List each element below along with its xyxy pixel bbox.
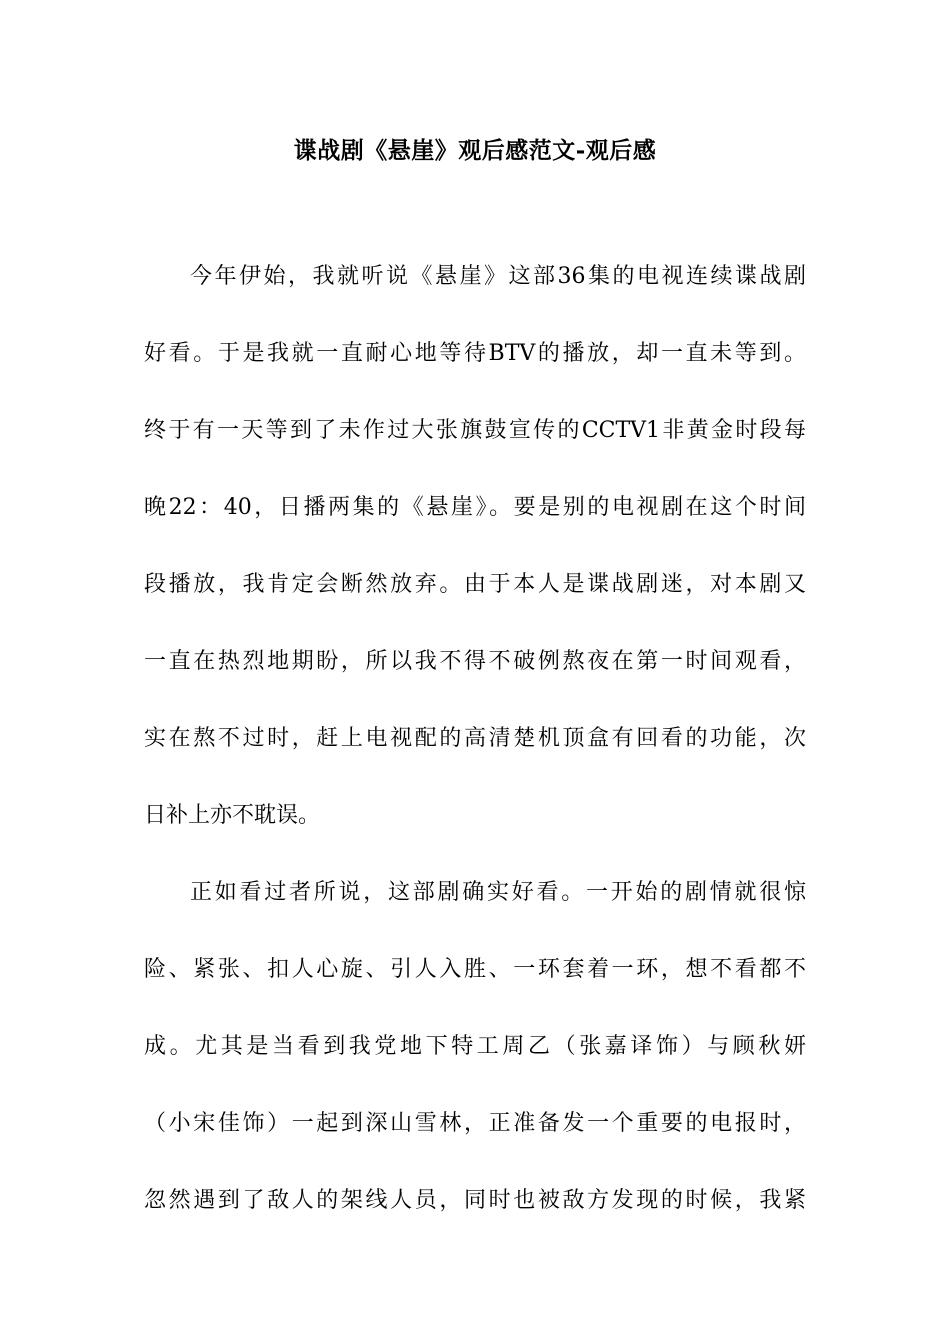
paragraph-1-line-4: 晚22：40，日播两集的《悬崖》。要是别的电视剧在这个时间 — [144, 495, 806, 520]
paragraph-2-line-5: 忽然遇到了敌人的架线人员，同时也被敌方发现的时候，我紧 — [144, 1188, 806, 1213]
document-title: 谍战剧《悬崖》观后感范文-观后感 — [293, 137, 657, 164]
paragraph-2-line-4: （小宋佳饰）一起到深山雪林，正准备发一个重要的电报时， — [144, 1111, 806, 1136]
paragraph-1-line-6: 一直在热烈地期盼，所以我不得不破例熬夜在第一时间观看， — [144, 649, 806, 674]
paragraph-1-line-5: 段播放，我肯定会断然放弃。由于本人是谍战剧迷，对本剧又 — [144, 572, 806, 597]
paragraph-1-line-3: 终于有一天等到了未作过大张旗鼓宣传的CCTV1非黄金时段每 — [144, 418, 806, 443]
paragraph-1-line-2: 好看。于是我就一直耐心地等待BTV的播放，却一直未等到。 — [144, 341, 806, 366]
paragraph-2-line-1: 正如看过者所说，这部剧确实好看。一开始的剧情就很惊 — [190, 880, 806, 905]
paragraph-2-line-2: 险、紧张、扣人心旋、引人入胜、一环套着一环，想不看都不 — [144, 957, 806, 982]
paragraph-1-line-8: 日补上亦不耽误。 — [144, 803, 321, 828]
paragraph-1-line-7: 实在熬不过时，赶上电视配的高清楚机顶盒有回看的功能，次 — [144, 726, 806, 751]
paragraph-2-line-3: 成。尤其是当看到我党地下特工周乙（张嘉译饰）与顾秋妍 — [144, 1034, 806, 1059]
document-body — [144, 256, 806, 1257]
paragraph-1-line-1: 今年伊始，我就听说《悬崖》这部36集的电视连续谍战剧 — [190, 264, 806, 289]
